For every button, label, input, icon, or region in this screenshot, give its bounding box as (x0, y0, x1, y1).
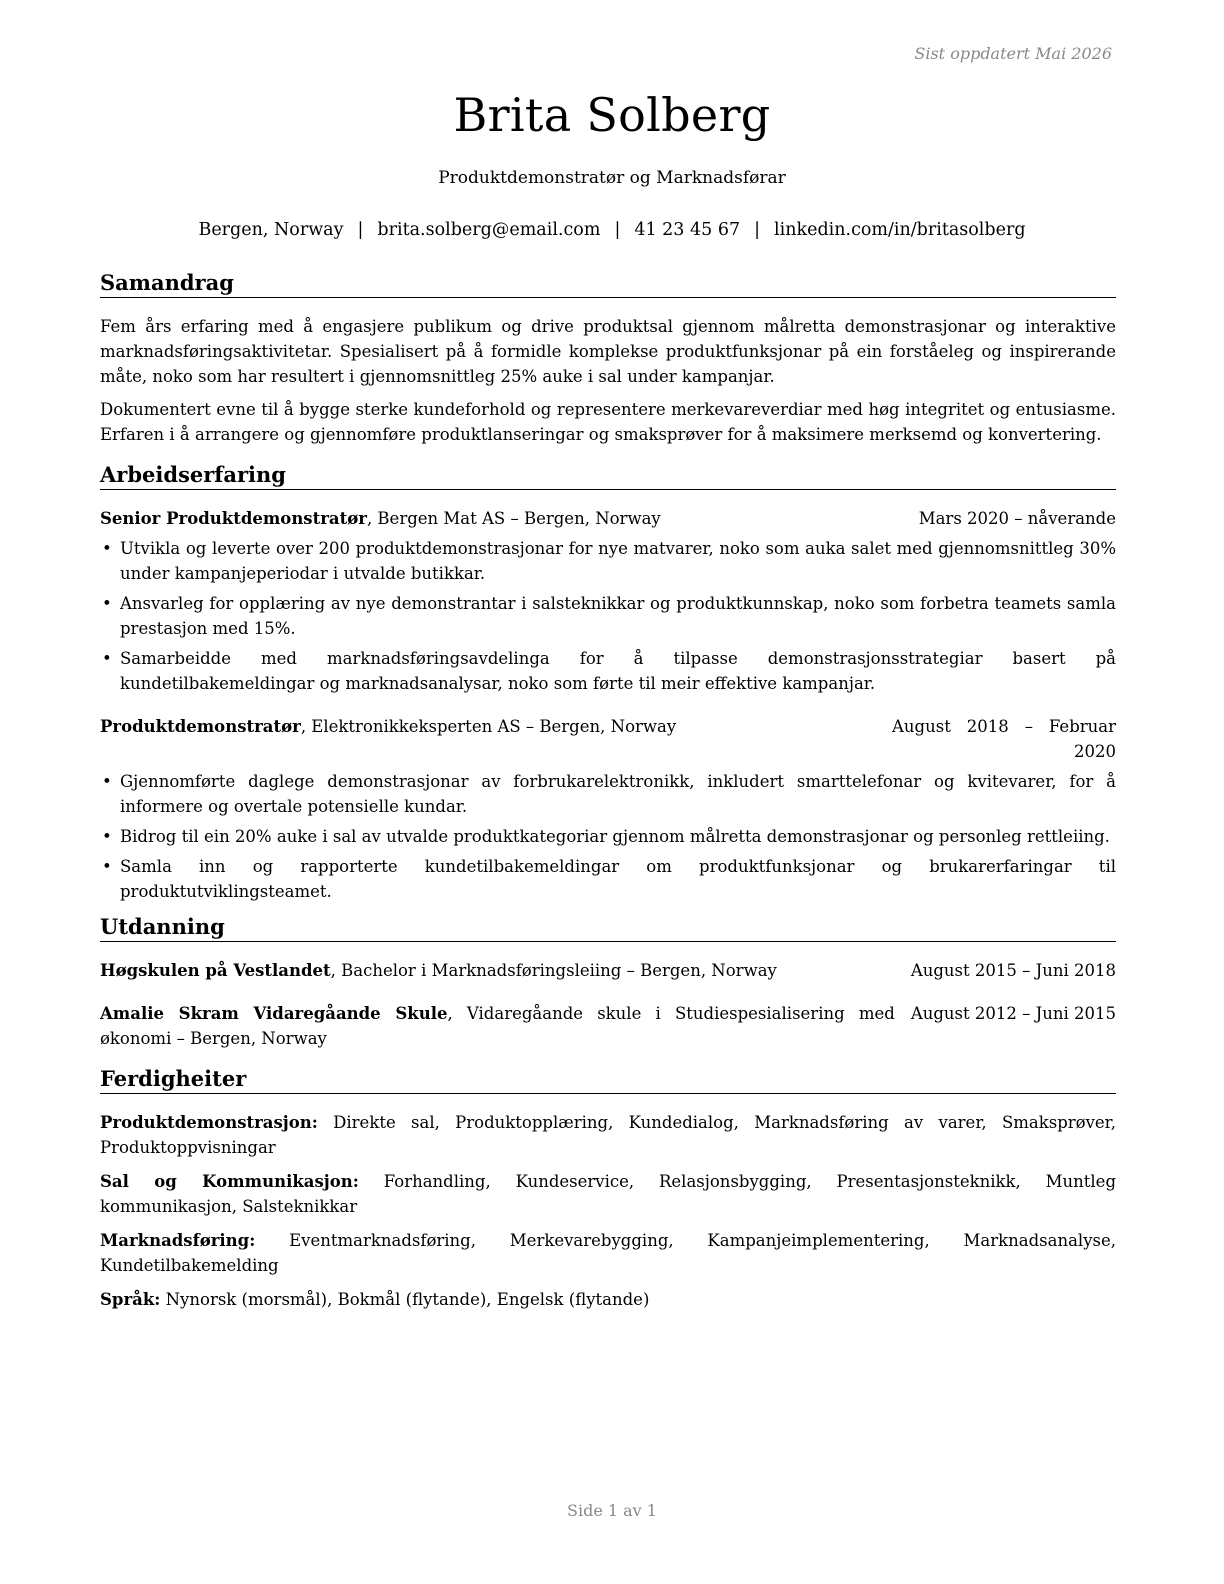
education-entry (100, 958, 1116, 983)
skill-values: Eventmarknadsføring, Merkevarebygging, Kampanjeimplementering, Marknadsanalyse, Kundetilbakemelding (100, 1231, 1116, 1275)
skill-category: Marknadsføring: (100, 1231, 256, 1250)
job-header (100, 506, 1116, 531)
list-item: • Gjennomførte daglege demonstrasjonar av forbrukarelektronikk, inkludert smarttelefonar og kvitevarer, for å informere og overtale potensielle kundar. (100, 769, 1116, 819)
skill-values: Direkte sal, Produktopplæring, Kundedialog, Marknadsføring av varer, Smaksprøver, Produktoppvisningar (100, 1113, 1116, 1157)
skill-row (100, 1169, 1116, 1219)
skills-section (100, 1066, 1116, 1312)
summary-section (100, 270, 1116, 447)
skill-row (100, 1228, 1116, 1278)
contact-email[interactable]: brita.solberg@email.com (377, 220, 601, 240)
job-details: , Elektronikkeksperten AS – Bergen, Norway (300, 717, 677, 736)
contact-separator: | (614, 220, 621, 240)
job-bullets (100, 769, 1116, 904)
last-updated-note: Sist oppdatert Mai 2026 (914, 44, 1112, 63)
list-item: • Utvikla og leverte over 200 produktdemonstrasjonar for nye matvarer, noko som auka salet med gjennomsnittleg 30% under kampanjeperiodar i utvalde butikkar. (100, 536, 1116, 586)
experience-section (100, 462, 1116, 904)
list-item: • Samarbeidde med marknadsføringsavdelinga for å tilpasse demonstrasjonsstrategiar basert på kundetilbakemeldingar og marknadsanalysar, noko som førte til meir effektive kampanjar. (100, 646, 1116, 696)
section-heading: Utdanning (100, 914, 1116, 942)
job-entry (100, 714, 1116, 904)
job-dates: August 2018 – Februar 2020 (892, 717, 1116, 761)
skill-category: Språk: (100, 1290, 161, 1309)
job-position: Senior Produktdemonstratør (100, 509, 367, 528)
degree-details: , Vidaregåande skule i Studiespesialisering med økonomi – Bergen, Norway (100, 1004, 895, 1048)
bullet-icon: • (102, 539, 112, 558)
bullet-icon: • (102, 827, 112, 846)
degree-details: , Bachelor i Marknadsføringsleiing – Bergen, Norway (330, 961, 777, 980)
education-dates: August 2012 – Juni 2015 (910, 1004, 1116, 1023)
bullet-icon: • (102, 594, 112, 613)
bullet-icon: • (102, 772, 112, 791)
job-bullets (100, 536, 1116, 696)
summary-paragraph: Fem års erfaring med å engasjere publikum og drive produktsal gjennom målretta demonstrasjonar og interaktive marknadsføringsaktivitetar. Spesialisert på å formidle komplekse produktfunksjonar på ein forståeleg og inspirerande måte, noko som har resultert i gjennomsnittleg 25% auke i sal under kampanjar. (100, 317, 1116, 386)
skill-category: Produktdemonstrasjon: (100, 1113, 318, 1132)
skill-values: Nynorsk (morsmål), Bokmål (flytande), Engelsk (flytande) (160, 1290, 650, 1309)
job-header (100, 714, 1116, 764)
section-heading: Samandrag (100, 270, 1116, 298)
candidate-role: Produktdemonstratør og Marknadsførar (438, 168, 786, 188)
contact-location: Bergen, Norway (198, 220, 344, 240)
skill-row (100, 1110, 1116, 1160)
list-item: • Bidrog til ein 20% auke i sal av utvalde produktkategoriar gjennom målretta demonstrasjonar og personleg rettleiing. (100, 824, 1116, 849)
bullet-icon: • (102, 857, 112, 876)
job-position: Produktdemonstratør (100, 717, 301, 736)
skill-category: Sal og Kommunikasjon: (100, 1172, 359, 1191)
job-dates: Mars 2020 – nåverande (918, 509, 1116, 528)
contact-line (0, 220, 1224, 240)
section-heading: Ferdigheiter (100, 1066, 1116, 1094)
resume-content (100, 270, 1116, 1321)
education-section (100, 914, 1116, 1051)
education-dates: August 2015 – Juni 2018 (910, 961, 1116, 980)
contact-linkedin[interactable]: linkedin.com/in/britasolberg (774, 220, 1026, 240)
contact-separator: | (754, 220, 761, 240)
education-entry (100, 1001, 1116, 1051)
school-name: Amalie Skram Vidaregåande Skule (100, 1004, 448, 1023)
list-item: • Ansvarleg for opplæring av nye demonstrantar i salsteknikkar og produktkunnskap, noko som forbetra teamets samla prestasjon med 15%. (100, 591, 1116, 641)
job-details: , Bergen Mat AS – Bergen, Norway (366, 509, 661, 528)
job-entry (100, 506, 1116, 696)
school-name: Høgskulen på Vestlandet (100, 961, 331, 980)
summary-paragraph: Dokumentert evne til å bygge sterke kundeforhold og representere merkevareverdiar med høg integritet og entusiasme. Erfaren i å arrangere og gjennomføre produktlanseringar og smaksprøver for å maksimere merksemd og konvertering. (100, 400, 1116, 444)
skill-row (100, 1287, 1116, 1312)
contact-separator: | (357, 220, 364, 240)
contact-phone: 41 23 45 67 (634, 220, 741, 240)
skill-values: Forhandling, Kundeservice, Relasjonsbygging, Presentasjonsteknikk, Muntleg kommunikasjon, Salsteknikkar (100, 1172, 1117, 1216)
bullet-icon: • (102, 649, 112, 668)
page-number: Side 1 av 1 (567, 1501, 657, 1520)
section-heading: Arbeidserfaring (100, 462, 1116, 490)
candidate-name: Brita Solberg (453, 88, 771, 142)
list-item: • Samla inn og rapporterte kundetilbakemeldingar om produktfunksjonar og brukarerfaringar til produktutviklingsteamet. (100, 854, 1116, 904)
